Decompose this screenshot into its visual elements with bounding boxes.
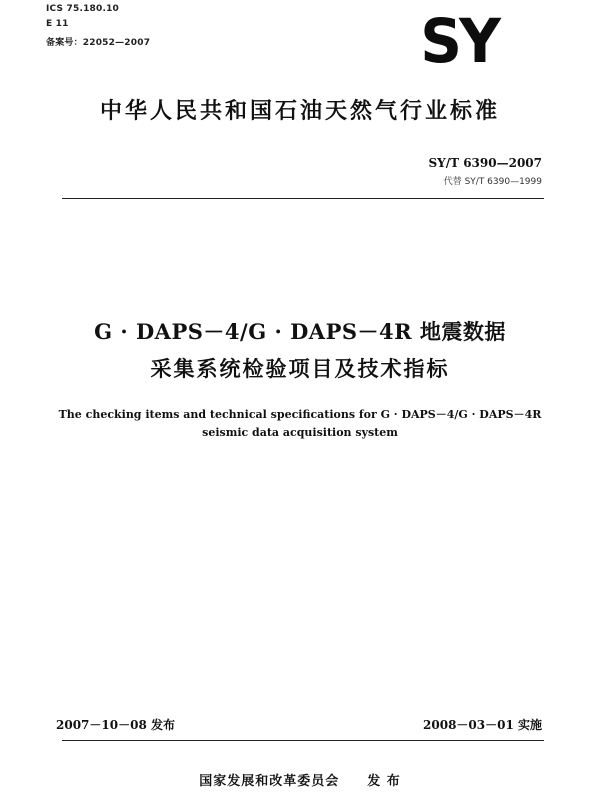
ics-code: ICS 75.180.10: [46, 4, 120, 14]
standard-number: SY/T 6390—2007: [428, 156, 542, 170]
title-chinese-line-1: G · DAPS－4/G · DAPS－4R 地震数据: [94, 319, 506, 344]
top-divider: [62, 198, 544, 199]
issuing-authority: 国家发展和改革委员会 发 布: [199, 774, 401, 789]
record-number: 备案号：22052—2007: [46, 38, 151, 48]
standard-category-title: 中华人民共和国石油天然气行业标准: [99, 99, 500, 124]
title-chinese-line-2: 采集系统检验项目及技术指标: [150, 357, 450, 381]
issue-date: 2007－10－08 发布: [56, 718, 175, 732]
title-english-line-2: seismic data acquisition system: [202, 426, 398, 439]
sy-logo: SY: [420, 5, 498, 77]
bottom-divider: [62, 740, 544, 741]
title-english-line-1: The checking items and technical specifications for G · DAPS－4/G · DAPS－4R: [58, 408, 542, 421]
replaced-standard: 代替 SY/T 6390—1999: [443, 177, 542, 187]
implementation-date: 2008－03－01 实施: [423, 718, 542, 732]
ccs-code: E 11: [46, 19, 69, 29]
